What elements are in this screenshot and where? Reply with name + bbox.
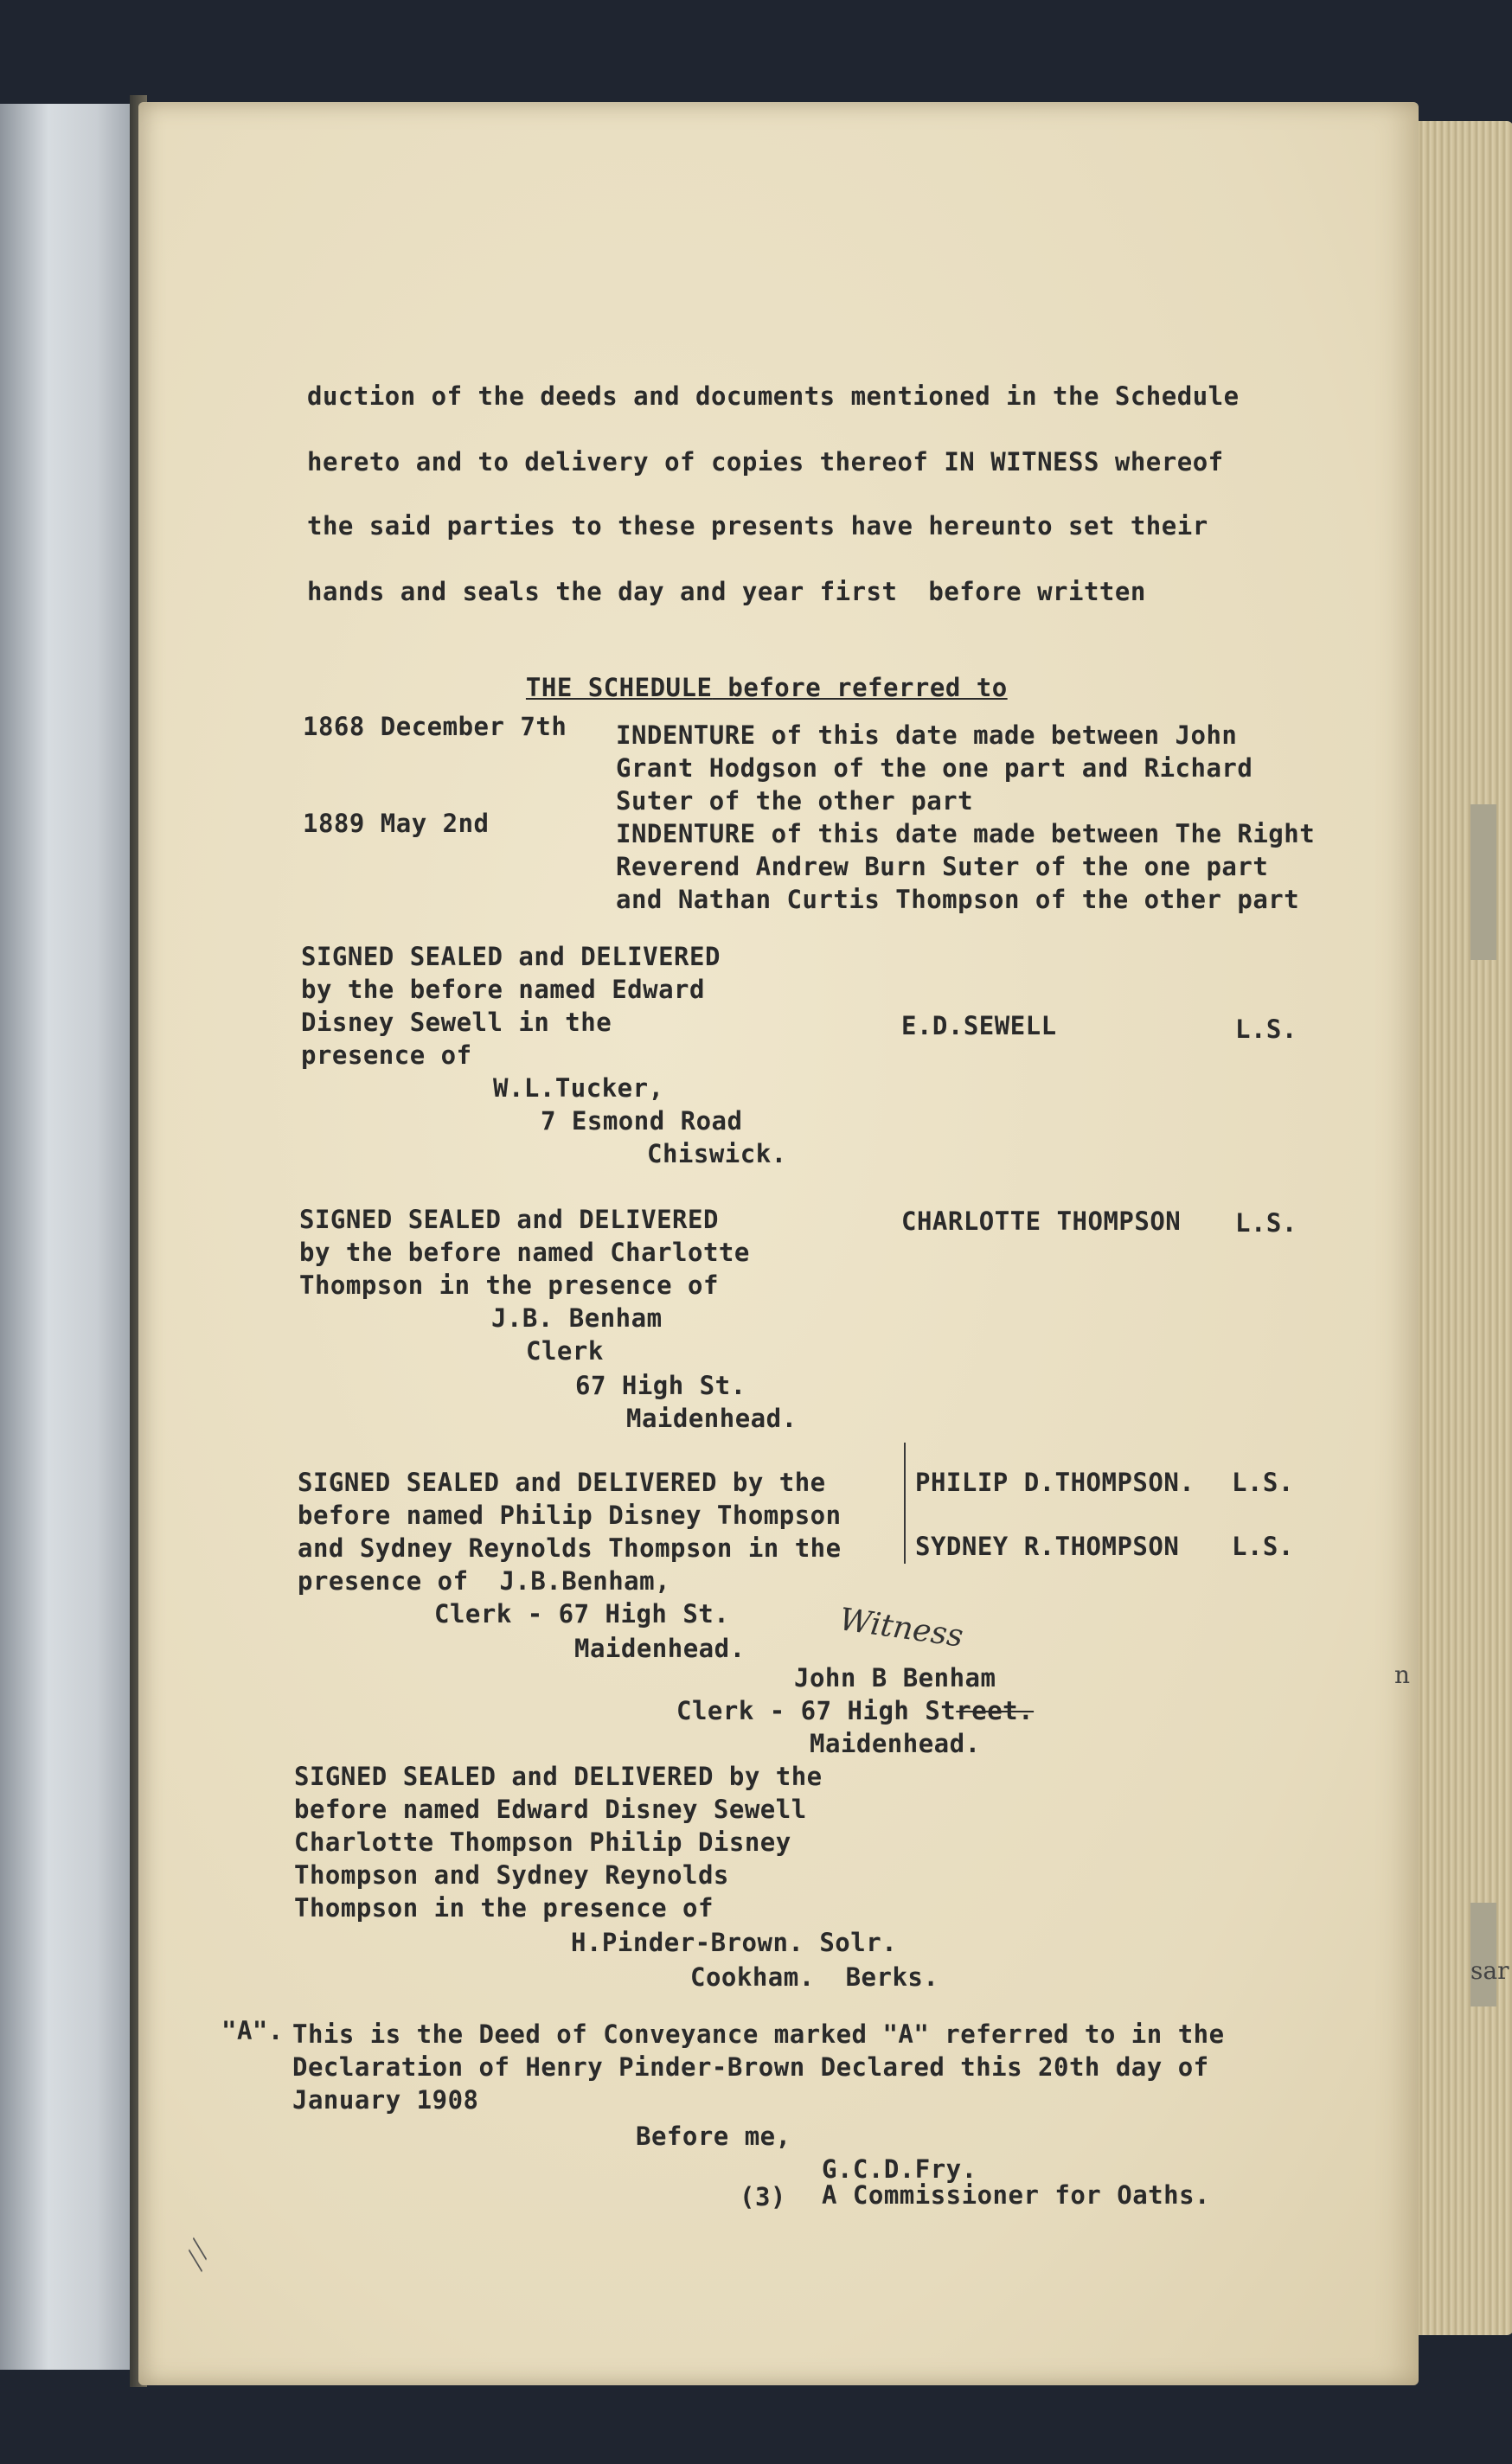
execution-line: by the before named Charlotte [299, 1238, 750, 1267]
commissioner-title: A Commissioner for Oaths. [822, 2180, 1210, 2210]
execution-line: and Sydney Reynolds Thompson in the [298, 1533, 842, 1563]
edge-fragment: n [1394, 1661, 1411, 1689]
body-line: the said parties to these presents have hereunto set their [307, 511, 1208, 541]
execution-line: SIGNED SEALED and DELIVERED [299, 1205, 719, 1234]
execution-line: Thompson in the presence of [294, 1893, 714, 1923]
witness-line: 67 High St. [575, 1371, 746, 1400]
signature-divider [904, 1443, 906, 1564]
exhibit-mark: "A". [221, 2016, 284, 2045]
witness-block-line: Maidenhead. [810, 1729, 981, 1758]
witness-line: 7 Esmond Road [541, 1106, 743, 1136]
body-line: hands and seals the day and year first before written [307, 577, 1146, 606]
schedule-entry-line: INDENTURE of this date made between John [616, 720, 1238, 750]
execution-line: SIGNED SEALED and DELIVERED by the [294, 1762, 823, 1791]
left-page [0, 104, 138, 2370]
execution-line: by the before named Edward [301, 975, 705, 1004]
witness-line: H.Pinder-Brown. Solr. [571, 1928, 898, 1957]
commissioner-name: G.C.D.Fry. [822, 2154, 977, 2184]
witness-block-line: John B Benham [794, 1663, 996, 1693]
signatory-name: PHILIP D.THOMPSON. [915, 1468, 1195, 1497]
schedule-heading-rest: before referred to [712, 673, 1008, 702]
declaration-line: This is the Deed of Conveyance marked "A" referred to in the [292, 2019, 1225, 2049]
schedule-date: 1889 May 2nd [303, 809, 490, 838]
witness-line: J.B. Benham [491, 1303, 663, 1333]
margin-initials: ⁄ ⁄ [181, 2242, 216, 2269]
seal-mark: L.S. [1232, 1532, 1294, 1561]
page-edges [1410, 121, 1512, 2335]
witness-line: W.L.Tucker, [493, 1073, 664, 1103]
seal-mark: L.S. [1235, 1208, 1297, 1238]
witness-line: Clerk [526, 1336, 604, 1366]
witness-line: Clerk - 67 High St. [434, 1599, 730, 1629]
page-edge-tab [1470, 804, 1496, 960]
declaration-line: Declaration of Henry Pinder-Brown Declared this 20th day of [292, 2052, 1209, 2082]
signatory-name: SYDNEY R.THOMPSON [915, 1532, 1180, 1561]
execution-line: Charlotte Thompson Philip Disney [294, 1827, 791, 1857]
schedule-heading-title: THE SCHEDULE [525, 673, 713, 702]
execution-line: SIGNED SEALED and DELIVERED by the [298, 1468, 826, 1497]
schedule-entry-line: Suter of the other part [616, 786, 974, 816]
body-line: hereto and to delivery of copies thereof IN WITNESS whereof [307, 447, 1224, 477]
signatory-name: E.D.SEWELL [901, 1011, 1057, 1040]
body-line: duction of the deeds and documents mentioned in the Schedule [307, 381, 1240, 411]
witness-line: Cookham. Berks. [690, 1962, 939, 1992]
page-number: (3) [740, 2182, 786, 2211]
edge-fragment: sar [1470, 1956, 1509, 1985]
schedule-heading [495, 650, 1008, 701]
execution-line: presence of J.B.Benham, [298, 1566, 671, 1596]
signatory-name: CHARLOTTE THOMPSON [901, 1206, 1182, 1236]
execution-line: presence of [301, 1040, 472, 1070]
schedule-entry-line: Grant Hodgson of the one part and Richard [616, 753, 1253, 783]
page-edge-tab [1470, 1903, 1496, 2006]
witness-line: Maidenhead. [574, 1634, 746, 1663]
witness-block-line [676, 1696, 1035, 1725]
struck-text: reet. [956, 1696, 1035, 1725]
execution-line: Thompson and Sydney Reynolds [294, 1860, 729, 1890]
execution-line: Disney Sewell in the [301, 1008, 612, 1037]
execution-line: SIGNED SEALED and DELIVERED [301, 942, 721, 971]
before-me: Before me, [636, 2122, 791, 2151]
seal-mark: L.S. [1232, 1468, 1294, 1497]
schedule-entry-line: INDENTURE of this date made between The Right [616, 819, 1316, 848]
handwritten-witness-note: Witness [836, 1602, 965, 1654]
schedule-date: 1868 December 7th [303, 712, 567, 741]
declaration-line: January 1908 [292, 2085, 479, 2115]
witness-line: Maidenhead. [626, 1404, 798, 1433]
execution-line: before named Edward Disney Sewell [294, 1795, 807, 1824]
execution-line: Thompson in the presence of [299, 1270, 719, 1300]
witness-line: Chiswick. [647, 1139, 787, 1168]
execution-line: before named Philip Disney Thompson [298, 1501, 842, 1530]
seal-mark: L.S. [1235, 1014, 1297, 1044]
schedule-entry-line: and Nathan Curtis Thompson of the other part [616, 885, 1300, 914]
schedule-entry-line: Reverend Andrew Burn Suter of the one part [616, 852, 1269, 881]
witness-block-text: Clerk - 67 High St [676, 1696, 957, 1725]
